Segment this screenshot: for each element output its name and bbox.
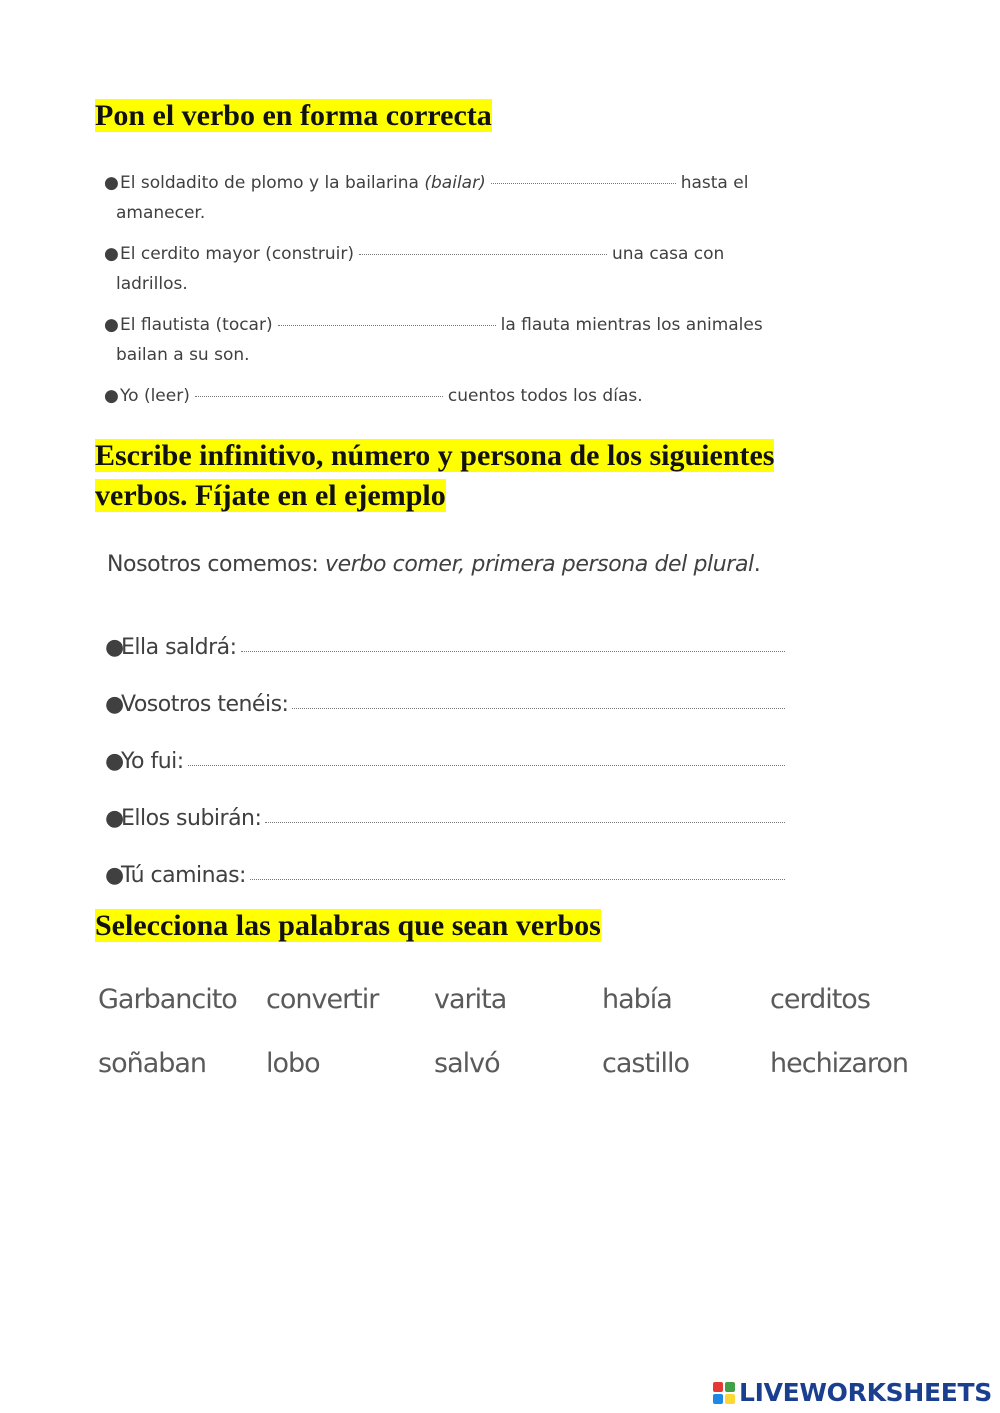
bullet-icon: ● (105, 635, 124, 660)
selectable-word[interactable]: cerditos (770, 984, 870, 1015)
word-grid (98, 978, 909, 1086)
verb-analysis-list (105, 603, 785, 888)
answer-line[interactable] (241, 651, 785, 652)
selectable-word[interactable]: varita (434, 984, 507, 1015)
bullet-icon: ● (105, 806, 124, 831)
list-item: ● Tú caminas: (105, 831, 785, 888)
section2-title: Escribe infinitivo, número y persona de los siguientes verbos. Fíjate en el ejemplo (95, 439, 775, 512)
selectable-word[interactable]: castillo (602, 1048, 690, 1079)
list-item: ● Yo fui: (105, 717, 785, 774)
answer-blank[interactable] (195, 395, 443, 397)
list-item: ●El flautista (tocar) la flauta mientras los animales bailan a su son. (104, 310, 784, 370)
selectable-word[interactable]: hechizaron (770, 1048, 909, 1079)
logo-icon (713, 1382, 735, 1404)
answer-line[interactable] (292, 708, 785, 709)
selectable-word[interactable]: lobo (266, 1048, 320, 1079)
answer-blank[interactable] (278, 324, 496, 326)
liveworksheets-logo (713, 1378, 992, 1407)
section1-title: Pon el verbo en forma correcta (95, 99, 492, 132)
answer-line[interactable] (265, 822, 785, 823)
selectable-word[interactable]: soñaban (98, 1048, 207, 1079)
list-item: ●El soldadito de plomo y la bailarina (bailar) hasta el amanecer. (104, 168, 784, 228)
answer-blank[interactable] (359, 253, 607, 255)
answer-line[interactable] (250, 879, 785, 880)
fill-verbs-list (104, 168, 784, 422)
list-item: ● Vosotros tenéis: (105, 660, 785, 717)
brand-name: LIVEWORKSHEETS (738, 1378, 992, 1407)
bullet-icon: ● (105, 863, 124, 888)
selectable-word[interactable]: salvó (434, 1048, 500, 1079)
bullet-icon: ● (105, 749, 124, 774)
selectable-word[interactable]: había (602, 984, 672, 1015)
answer-blank[interactable] (491, 182, 676, 184)
bullet-icon: ● (104, 315, 119, 335)
selectable-word[interactable]: Garbancito (98, 984, 237, 1015)
bullet-icon: ● (105, 692, 124, 717)
bullet-icon: ● (104, 173, 119, 193)
list-item: ●El cerdito mayor (construir) una casa con ladrillos. (104, 239, 784, 299)
list-item: ● Ella saldrá: (105, 603, 785, 660)
list-item: ●Yo (leer) cuentos todos los días. (104, 381, 784, 411)
list-item: ● Ellos subirán: (105, 774, 785, 831)
bullet-icon: ● (104, 386, 119, 406)
bullet-icon: ● (104, 244, 119, 264)
example-sentence: Nosotros comemos: verbo comer, primera persona del plural. (107, 552, 761, 577)
selectable-word[interactable]: convertir (266, 984, 379, 1015)
answer-line[interactable] (188, 765, 785, 766)
section3-title: Selecciona las palabras que sean verbos (95, 909, 601, 942)
